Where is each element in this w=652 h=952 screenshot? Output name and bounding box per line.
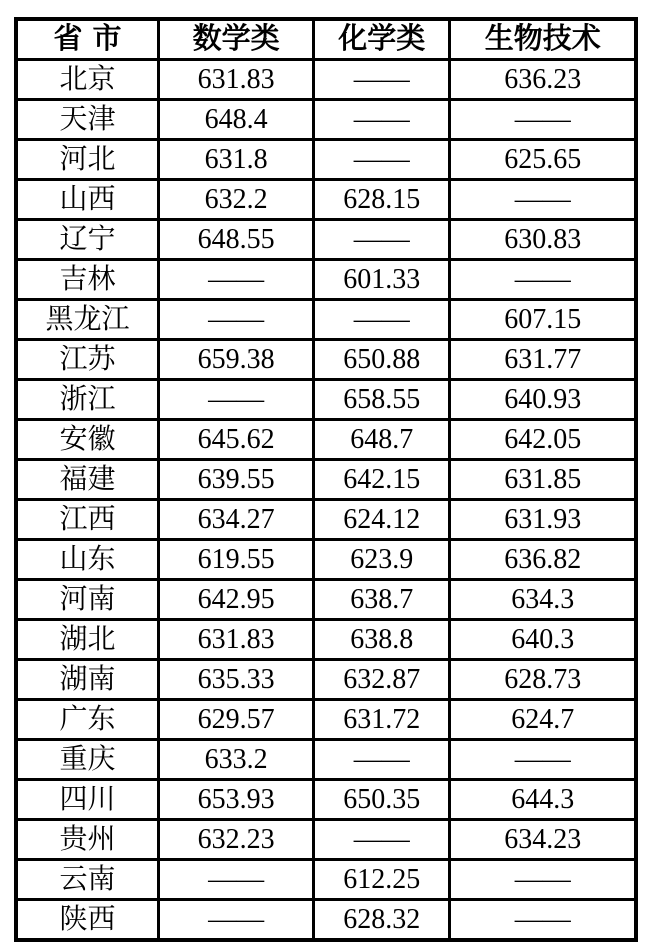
score-cell: 631.83 xyxy=(159,60,314,100)
score-cell: —— xyxy=(450,740,636,780)
table-row xyxy=(16,140,636,180)
province-cell: 湖南 xyxy=(16,660,159,700)
province-cell: 黑龙江 xyxy=(16,300,159,340)
score-cell: —— xyxy=(450,180,636,220)
table-row xyxy=(16,540,636,580)
table-row xyxy=(16,660,636,700)
score-cell: 631.77 xyxy=(450,340,636,380)
province-cell: 陕西 xyxy=(16,900,159,941)
header-row xyxy=(16,19,636,60)
score-cell: 638.8 xyxy=(314,620,450,660)
score-cell: 623.9 xyxy=(314,540,450,580)
score-cell: —— xyxy=(314,220,450,260)
table-row xyxy=(16,820,636,860)
score-cell: —— xyxy=(314,740,450,780)
score-cell: 624.7 xyxy=(450,700,636,740)
score-cell: 628.73 xyxy=(450,660,636,700)
score-cell: 640.93 xyxy=(450,380,636,420)
score-cell: —— xyxy=(159,860,314,900)
score-cell: 629.57 xyxy=(159,700,314,740)
province-cell: 北京 xyxy=(16,60,159,100)
score-cell: 630.83 xyxy=(450,220,636,260)
score-cell: —— xyxy=(314,300,450,340)
score-cell: —— xyxy=(159,260,314,300)
province-cell: 江苏 xyxy=(16,340,159,380)
table-row xyxy=(16,780,636,820)
table-row xyxy=(16,580,636,620)
table-row xyxy=(16,380,636,420)
score-cell: —— xyxy=(314,820,450,860)
table-row xyxy=(16,740,636,780)
score-cell: 644.3 xyxy=(450,780,636,820)
province-cell: 福建 xyxy=(16,460,159,500)
table-row xyxy=(16,620,636,660)
province-cell: 山西 xyxy=(16,180,159,220)
score-cell: 640.3 xyxy=(450,620,636,660)
province-cell: 河南 xyxy=(16,580,159,620)
table-row xyxy=(16,860,636,900)
province-cell: 浙江 xyxy=(16,380,159,420)
province-cell: 云南 xyxy=(16,860,159,900)
score-cell: —— xyxy=(450,260,636,300)
score-cell: 612.25 xyxy=(314,860,450,900)
score-cell: —— xyxy=(450,900,636,941)
score-cell: 633.2 xyxy=(159,740,314,780)
score-cell: —— xyxy=(314,60,450,100)
score-cell: —— xyxy=(450,860,636,900)
score-cell: 628.32 xyxy=(314,900,450,941)
score-cell: 648.4 xyxy=(159,100,314,140)
column-header: 省市 xyxy=(16,19,159,60)
score-cell: 648.7 xyxy=(314,420,450,460)
score-cell: 642.15 xyxy=(314,460,450,500)
province-cell: 山东 xyxy=(16,540,159,580)
score-cell: 638.7 xyxy=(314,580,450,620)
table-row xyxy=(16,460,636,500)
admission-scores-table xyxy=(14,17,638,942)
province-cell: 江西 xyxy=(16,500,159,540)
table-row xyxy=(16,700,636,740)
table-body xyxy=(16,60,636,941)
score-cell: 631.8 xyxy=(159,140,314,180)
province-cell: 广东 xyxy=(16,700,159,740)
score-cell: 624.12 xyxy=(314,500,450,540)
table-row xyxy=(16,300,636,340)
province-cell: 安徽 xyxy=(16,420,159,460)
score-cell: 642.05 xyxy=(450,420,636,460)
score-cell: 631.72 xyxy=(314,700,450,740)
score-cell: 601.33 xyxy=(314,260,450,300)
score-cell: 632.87 xyxy=(314,660,450,700)
score-cell: —— xyxy=(314,140,450,180)
score-cell: 632.2 xyxy=(159,180,314,220)
table-row xyxy=(16,260,636,300)
score-cell: 607.15 xyxy=(450,300,636,340)
table-header xyxy=(16,19,636,60)
score-cell: 650.35 xyxy=(314,780,450,820)
score-cell: —— xyxy=(450,100,636,140)
province-cell: 重庆 xyxy=(16,740,159,780)
score-cell: 631.85 xyxy=(450,460,636,500)
score-cell: 658.55 xyxy=(314,380,450,420)
province-cell: 天津 xyxy=(16,100,159,140)
score-cell: 625.65 xyxy=(450,140,636,180)
score-cell: 659.38 xyxy=(159,340,314,380)
province-cell: 河北 xyxy=(16,140,159,180)
score-cell: 619.55 xyxy=(159,540,314,580)
score-cell: 631.93 xyxy=(450,500,636,540)
score-cell: 634.23 xyxy=(450,820,636,860)
table-row xyxy=(16,340,636,380)
table-row xyxy=(16,500,636,540)
score-cell: 634.3 xyxy=(450,580,636,620)
province-cell: 吉林 xyxy=(16,260,159,300)
score-cell: 634.27 xyxy=(159,500,314,540)
province-cell: 贵州 xyxy=(16,820,159,860)
score-cell: —— xyxy=(314,100,450,140)
table-row xyxy=(16,60,636,100)
score-cell: 642.95 xyxy=(159,580,314,620)
province-cell: 湖北 xyxy=(16,620,159,660)
score-cell: 639.55 xyxy=(159,460,314,500)
score-cell: 631.83 xyxy=(159,620,314,660)
table-row xyxy=(16,420,636,460)
score-cell: 648.55 xyxy=(159,220,314,260)
table-row xyxy=(16,100,636,140)
score-cell: 636.23 xyxy=(450,60,636,100)
score-cell: 635.33 xyxy=(159,660,314,700)
column-header: 化学类 xyxy=(314,19,450,60)
table-row xyxy=(16,180,636,220)
score-cell: 645.62 xyxy=(159,420,314,460)
score-cell: 632.23 xyxy=(159,820,314,860)
score-cell: 650.88 xyxy=(314,340,450,380)
score-cell: 628.15 xyxy=(314,180,450,220)
column-header: 生物技术 xyxy=(450,19,636,60)
column-header: 数学类 xyxy=(159,19,314,60)
table-row xyxy=(16,900,636,941)
table-row xyxy=(16,220,636,260)
province-cell: 辽宁 xyxy=(16,220,159,260)
score-cell: 653.93 xyxy=(159,780,314,820)
score-cell: —— xyxy=(159,900,314,941)
score-cell: —— xyxy=(159,380,314,420)
province-cell: 四川 xyxy=(16,780,159,820)
score-cell: —— xyxy=(159,300,314,340)
score-cell: 636.82 xyxy=(450,540,636,580)
